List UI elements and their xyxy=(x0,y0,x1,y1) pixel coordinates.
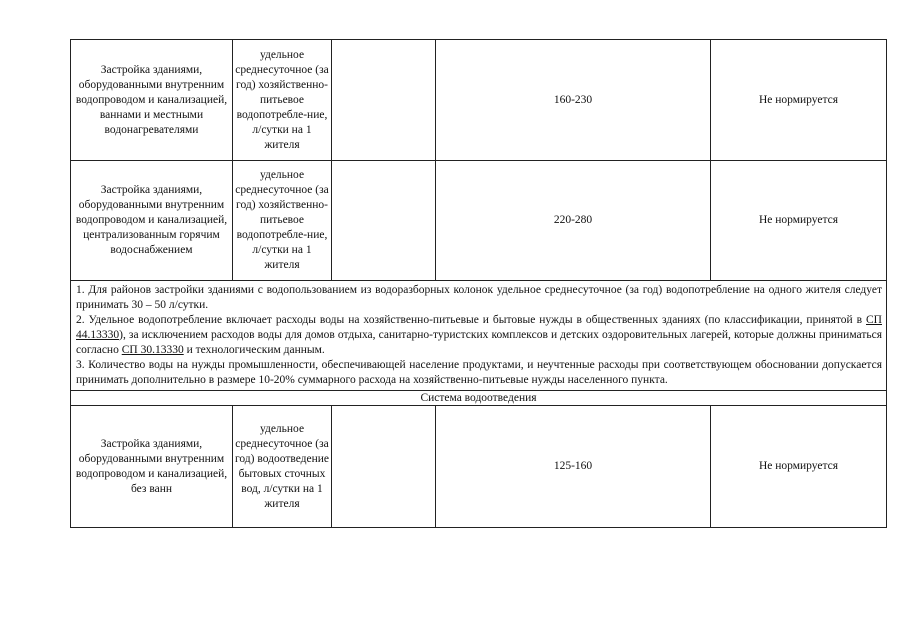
note-3: 3. Количество воды на нужды промышленности, обеспечивающей население продуктами, и неучтенные расходы при соответствующем обосновании допускается принимать дополнительно в размере 10-20% суммарного расхода на хозяйственно-питьевые нужды населенного пункта. xyxy=(76,359,882,386)
note-2-text-a: 2. Удельное водопотребление включает расходы воды на хозяйственно-питьевые и бытовые нужды в общественных зданиях (по классификации, принятой в xyxy=(76,314,867,326)
note-1: 1. Для районов застройки зданиями с водопользованием из водоразборных колонок удельное среднесуточное (за год) водопотребление на одного жителя следует принимать 30 – 50 л/сутки. xyxy=(76,284,882,311)
norm-cell: Не нормируется xyxy=(711,161,887,281)
notes-cell xyxy=(71,281,887,391)
empty-cell xyxy=(332,406,436,528)
section-title: Система водоотведения xyxy=(71,391,887,406)
sp-44-link[interactable]: СП 44.13330 xyxy=(76,314,882,341)
water-norms-table xyxy=(70,39,887,528)
empty-cell xyxy=(332,161,436,281)
indicator-cell: удельное среднесуточное (за год) хозяйственно-питьевое водопотребле-ние, л/сутки на 1 жителя xyxy=(233,161,332,281)
note-2-text-b: ), за исключением расходов воды для домов отдыха, санитарно-туристских комплексов и детских оздоровительных лагерей, которые должны приниматься согласно xyxy=(76,329,882,356)
table-row xyxy=(71,40,887,161)
building-type-cell: Застройка зданиями, оборудованными внутренним водопроводом и канализацией, централизованным горячим водоснабжением xyxy=(71,161,233,281)
notes-row xyxy=(71,281,887,391)
norm-cell: Не нормируется xyxy=(711,406,887,528)
indicator-cell: удельное среднесуточное (за год) хозяйственно-питьевое водопотребле-ние, л/сутки на 1 жителя xyxy=(233,40,332,161)
note-2 xyxy=(76,313,882,358)
indicator-cell: удельное среднесуточное (за год) водоотведение бытовых сточных вод, л/сутки на 1 жителя xyxy=(233,406,332,528)
building-type-cell: Застройка зданиями, оборудованными внутренним водопроводом и канализацией, ваннами и местными водонагревателями xyxy=(71,40,233,161)
value-cell: 220-280 xyxy=(436,161,711,281)
empty-cell xyxy=(332,40,436,161)
table-row xyxy=(71,406,887,528)
building-type-cell: Застройка зданиями, оборудованными внутренним водопроводом и канализацией, без ванн xyxy=(71,406,233,528)
norms-table-frame xyxy=(70,39,886,528)
note-2-text-c: и технологическим данным. xyxy=(183,344,325,356)
table-row xyxy=(71,161,887,281)
norm-cell: Не нормируется xyxy=(711,40,887,161)
value-cell: 160-230 xyxy=(436,40,711,161)
value-cell: 125-160 xyxy=(436,406,711,528)
section-header-row xyxy=(71,391,887,406)
sp-30-link[interactable]: СП 30.13330 xyxy=(121,344,184,356)
